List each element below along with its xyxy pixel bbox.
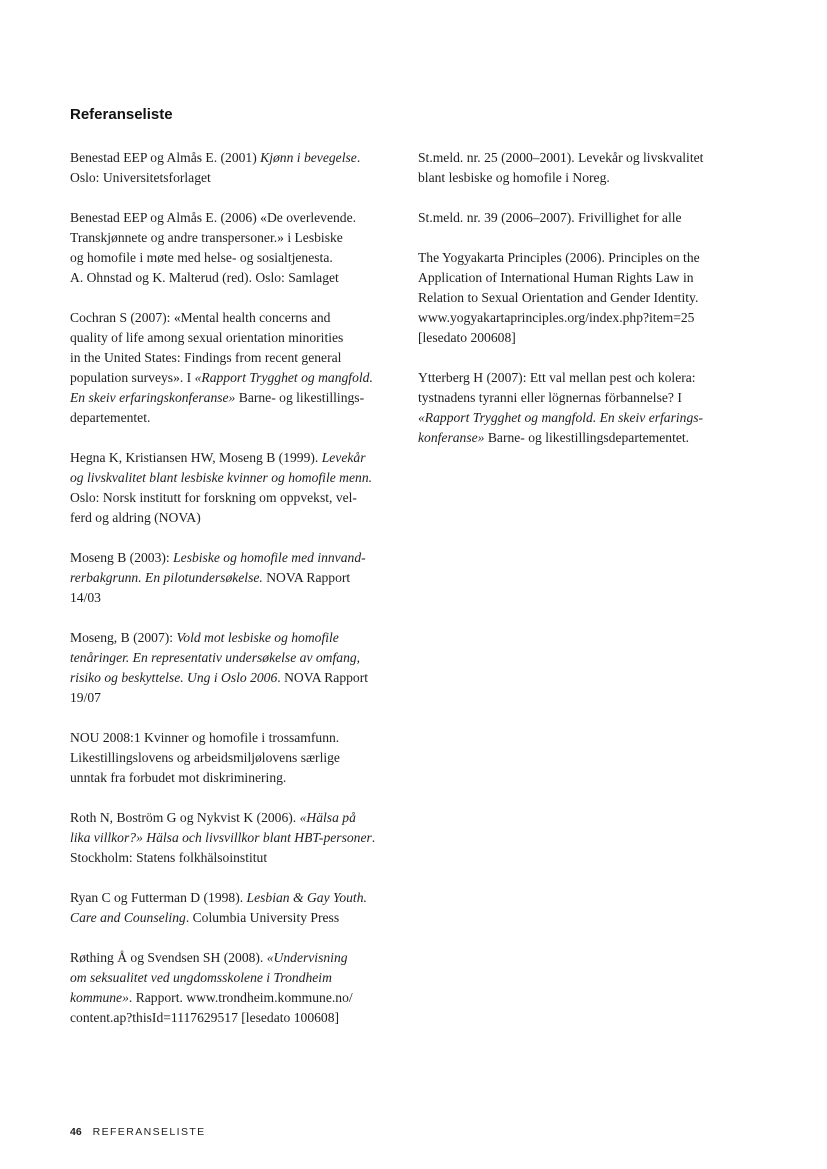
reference-line bbox=[70, 508, 400, 528]
reference-title-segment: «Rapport Trygghet og mangfold. En skeiv erfarings- bbox=[418, 410, 704, 425]
reference-text-segment: in the United States: Findings from recent general bbox=[70, 350, 342, 365]
reference-title-segment: «Undervisning bbox=[266, 950, 348, 965]
reference-line bbox=[70, 208, 400, 228]
reference-text-segment: departementet. bbox=[70, 410, 151, 425]
reference-text-segment: quality of life among sexual orientation minorities bbox=[70, 330, 344, 345]
reference-text-segment: . bbox=[371, 830, 376, 845]
reference-line bbox=[70, 648, 400, 668]
reference-title-segment: og livskvalitet blant lesbiske kvinner og homofile menn. bbox=[70, 470, 373, 485]
reference-line bbox=[70, 308, 400, 328]
reference-title-segment: kommune» bbox=[70, 990, 129, 1005]
reference-entry bbox=[70, 308, 400, 428]
reference-text-segment: Barne- og likestillingsdepartementet. bbox=[484, 430, 690, 445]
reference-title-segment: rerbakgrunn. En pilotundersøkelse. bbox=[70, 570, 263, 585]
reference-line bbox=[418, 308, 740, 328]
reference-text-segment: Barne- og likestillings- bbox=[235, 390, 365, 405]
reference-line bbox=[70, 268, 400, 288]
reference-line bbox=[418, 268, 740, 288]
reference-title-segment: «Hälsa på bbox=[299, 810, 356, 825]
reference-text-segment: [lesedato 200608] bbox=[418, 330, 516, 345]
running-section-title: REFERANSELISTE bbox=[92, 1126, 206, 1138]
reference-line bbox=[70, 548, 400, 568]
reference-text-segment: population surveys». I bbox=[70, 370, 195, 385]
reference-title-segment: risiko og beskyttelse. Ung i Oslo 2006 bbox=[70, 670, 278, 685]
reference-line bbox=[418, 408, 740, 428]
reference-text-segment: Roth N, Boström G og Nykvist K (2006). bbox=[70, 810, 300, 825]
reference-entry bbox=[70, 888, 400, 928]
reference-text-segment: 14/03 bbox=[70, 590, 101, 605]
reference-title-segment: om seksualitet ved ungdomsskolene i Trondheim bbox=[70, 970, 332, 985]
reference-line bbox=[70, 588, 400, 608]
reference-line bbox=[418, 168, 740, 188]
reference-text-segment: St.meld. nr. 39 (2006–2007). Frivillighet for alle bbox=[418, 210, 682, 225]
reference-text-segment: Moseng, B (2007): bbox=[70, 630, 177, 645]
page-number: 46 bbox=[70, 1126, 82, 1138]
reference-entry bbox=[418, 248, 740, 348]
reference-entry bbox=[70, 948, 400, 1028]
reference-line bbox=[70, 968, 400, 988]
reference-title-segment: Kjønn i bevegelse bbox=[260, 150, 357, 165]
reference-title-segment: «Rapport Trygghet og mangfold. bbox=[194, 370, 373, 385]
reference-entry bbox=[418, 368, 740, 448]
reference-line bbox=[418, 368, 740, 388]
reference-line bbox=[70, 388, 400, 408]
reference-entry bbox=[70, 448, 400, 528]
reference-text-segment: Hegna K, Kristiansen HW, Moseng B (1999). bbox=[70, 450, 322, 465]
reference-text-segment: A. Ohnstad og K. Malterud (red). Oslo: Samlaget bbox=[70, 270, 339, 285]
reference-text-segment: Cochran S (2007): «Mental health concerns and bbox=[70, 310, 331, 325]
reference-entry bbox=[70, 628, 400, 708]
reference-title-segment: En skeiv erfaringskonferanse» bbox=[70, 390, 236, 405]
reference-line bbox=[70, 408, 400, 428]
reference-entry bbox=[70, 148, 400, 188]
reference-text-segment: 19/07 bbox=[70, 690, 101, 705]
reference-line bbox=[418, 328, 740, 348]
reference-text-segment: Benestad EEP og Almås E. (2006) «De overlevende. bbox=[70, 210, 357, 225]
reference-text-segment: Ryan C og Futterman D (1998). bbox=[70, 890, 247, 905]
reference-text-segment: Application of International Human Rights Law in bbox=[418, 270, 694, 285]
reference-line bbox=[70, 488, 400, 508]
reference-line bbox=[70, 988, 400, 1008]
reference-entry bbox=[418, 208, 740, 228]
reference-line bbox=[418, 288, 740, 308]
reference-line bbox=[418, 248, 740, 268]
page-footer bbox=[70, 1126, 206, 1138]
reference-entry bbox=[70, 808, 400, 868]
reference-line bbox=[70, 228, 400, 248]
reference-text-segment: . NOVA Rapport bbox=[277, 670, 369, 685]
reference-text-segment: tystnadens tyranni eller lögnernas förbannelse? I bbox=[418, 390, 682, 405]
reference-text-segment: Benestad EEP og Almås E. (2001) bbox=[70, 150, 261, 165]
reference-line bbox=[70, 168, 400, 188]
reference-title-segment: Lesbiske og homofile med innvand- bbox=[173, 550, 366, 565]
reference-line bbox=[70, 848, 400, 868]
reference-title-segment: konferanse» bbox=[418, 430, 485, 445]
reference-title-segment: Levekår bbox=[321, 450, 366, 465]
reference-column-right bbox=[418, 148, 740, 448]
reference-text-segment: Transkjønnete og andre transpersoner.» i Lesbiske bbox=[70, 230, 343, 245]
reference-text-segment: Oslo: Universitetsforlaget bbox=[70, 170, 211, 185]
reference-text-segment: www.yogyakartaprinciples.org/index.php?item=25 bbox=[418, 310, 695, 325]
reference-line bbox=[418, 208, 740, 228]
reference-line bbox=[418, 388, 740, 408]
reference-text-segment: Stockholm: Statens folkhälsoinstitut bbox=[70, 850, 268, 865]
reference-text-segment: Oslo: Norsk institutt for forskning om oppvekst, vel- bbox=[70, 490, 357, 505]
reference-title-segment: Vold mot lesbiske og homofile bbox=[176, 630, 339, 645]
reference-line bbox=[70, 948, 400, 968]
reference-line bbox=[418, 148, 740, 168]
reference-entry bbox=[70, 208, 400, 288]
reference-text-segment: og homofile i møte med helse- og sosialtjenesta. bbox=[70, 250, 333, 265]
reference-text-segment: . Rapport. www.trondheim.kommune.no/ bbox=[128, 990, 353, 1005]
reference-line bbox=[70, 368, 400, 388]
reference-text-segment: Ytterberg H (2007): Ett val mellan pest och kolera: bbox=[418, 370, 696, 385]
reference-line bbox=[70, 348, 400, 368]
reference-text-segment: The Yogyakarta Principles (2006). Principles on the bbox=[418, 250, 700, 265]
page-heading: Referanseliste bbox=[70, 106, 173, 123]
reference-line bbox=[70, 448, 400, 468]
reference-text-segment: NOU 2008:1 Kvinner og homofile i trossamfunn. bbox=[70, 730, 340, 745]
reference-line bbox=[70, 768, 400, 788]
reference-line bbox=[70, 628, 400, 648]
reference-line bbox=[70, 148, 400, 168]
reference-title-segment: lika villkor?» Hälsa och livsvillkor blant HBT-personer bbox=[70, 830, 372, 845]
reference-column-left bbox=[70, 148, 400, 1028]
reference-entry bbox=[70, 548, 400, 608]
reference-line bbox=[70, 808, 400, 828]
reference-line bbox=[418, 428, 740, 448]
reference-text-segment: ferd og aldring (NOVA) bbox=[70, 510, 201, 525]
reference-line bbox=[70, 748, 400, 768]
reference-line bbox=[70, 908, 400, 928]
reference-line bbox=[70, 248, 400, 268]
reference-line bbox=[70, 688, 400, 708]
reference-line bbox=[70, 328, 400, 348]
reference-text-segment: content.ap?thisId=1117629517 [lesedato 100608] bbox=[70, 1010, 340, 1025]
reference-title-segment: tenåringer. En representativ undersøkelse av omfang, bbox=[70, 650, 361, 665]
reference-text-segment: Røthing Å og Svendsen SH (2008). bbox=[70, 950, 267, 965]
reference-text-segment: NOVA Rapport bbox=[262, 570, 351, 585]
reference-line bbox=[70, 728, 400, 748]
reference-text-segment: Moseng B (2003): bbox=[70, 550, 174, 565]
reference-entry bbox=[418, 148, 740, 188]
reference-text-segment: St.meld. nr. 25 (2000–2001). Levekår og livskvalitet bbox=[418, 150, 704, 165]
reference-text-segment: unntak fra forbudet mot diskriminering. bbox=[70, 770, 287, 785]
reference-line bbox=[70, 468, 400, 488]
reference-text-segment: . Columbia University Press bbox=[185, 910, 340, 925]
reference-text-segment: Relation to Sexual Orientation and Gender Identity. bbox=[418, 290, 699, 305]
reference-text-segment: blant lesbiske og homofile i Noreg. bbox=[418, 170, 610, 185]
reference-text-segment: Likestillingslovens og arbeidsmiljølovens særlige bbox=[70, 750, 340, 765]
reference-entry bbox=[70, 728, 400, 788]
reference-line bbox=[70, 828, 400, 848]
reference-line bbox=[70, 668, 400, 688]
reference-line bbox=[70, 568, 400, 588]
reference-title-segment: Care and Counseling bbox=[70, 910, 186, 925]
reference-line bbox=[70, 888, 400, 908]
reference-text-segment: . bbox=[356, 150, 361, 165]
reference-line bbox=[70, 1008, 400, 1028]
reference-title-segment: Lesbian & Gay Youth. bbox=[246, 890, 367, 905]
